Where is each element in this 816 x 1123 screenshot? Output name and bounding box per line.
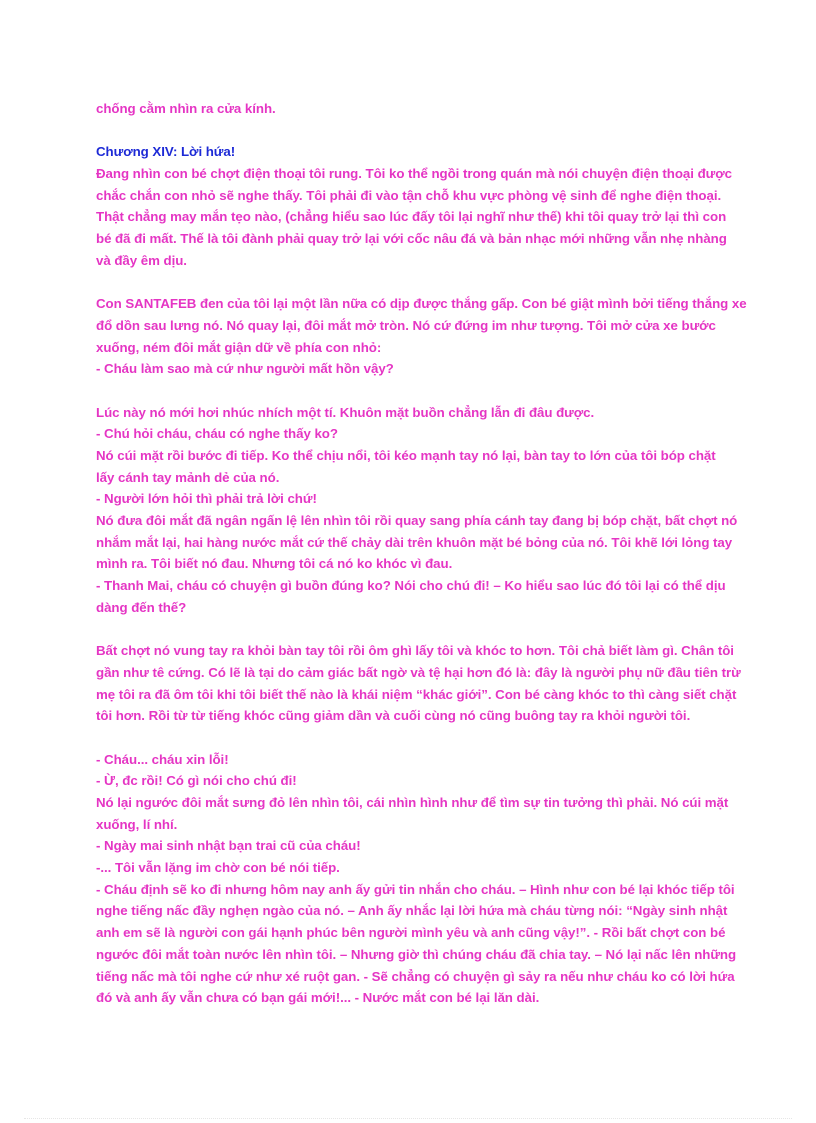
page-bottom-divider xyxy=(24,1118,792,1119)
paragraph-line: nhắm mắt lại, hai hàng nước mắt cứ thế chảy dài trên khuôn mặt bé bỏng của nó. Tôi khẽ lới lỏng tay xyxy=(96,534,733,550)
paragraph-line: dàng đến thế? xyxy=(96,599,187,615)
paragraph-line: đổ dồn sau lưng nó. Nó quay lại, đôi mắt mở tròn. Nó cứ đứng im như tượng. Tôi mở cửa xe bước xyxy=(96,317,716,333)
paragraph-line: - Cháu làm sao mà cứ như người mất hồn vậy? xyxy=(96,361,394,377)
paragraph-line: mẹ tôi ra đã ôm tôi khi tôi biết thế nào là khái niệm “khác giới”. Con bé càng khóc to thì càng siết chặt xyxy=(96,686,737,702)
chapter-heading: Chương XIV: Lời hứa! xyxy=(96,144,236,160)
paragraph-line: - Cháu định sẽ ko đi nhưng hôm nay anh ấy gửi tin nhắn cho cháu. – Hình như con bé lại khóc tiếp tôi xyxy=(96,881,735,897)
blank-line xyxy=(96,272,724,294)
paragraph-line: anh em sẽ là người con gái hạnh phúc bên người mình yêu và anh cũng vậy!”. - Rồi bất chợt con bé xyxy=(96,925,726,941)
paragraph-line: bé đã đi mất. Thế là tôi đành phải quay trở lại với cốc nâu đá và bản nhạc mới những vẫn nhẹ nhàng xyxy=(96,231,727,247)
paragraph-line: - Thanh Mai, cháu có chuyện gì buồn đúng ko? Nói cho chú đi! – Ko hiểu sao lúc đó tôi lại có thể dịu xyxy=(96,578,726,594)
paragraph-line: - Chú hỏi cháu, cháu có nghe thấy ko? xyxy=(96,426,338,442)
paragraph-line: đó và anh ấy vẫn chưa có bạn gái mới!... - Nước mắt con bé lại lăn dài. xyxy=(96,990,540,1006)
paragraph-line: - Ngày mai sinh nhật bạn trai cũ của cháu! xyxy=(96,838,361,854)
paragraph-line: tiếng nấc mà tôi nghe cứ như xé ruột gan. - Sẽ chẳng có chuyện gì sảy ra nếu như cháu ko có lời hứa xyxy=(96,968,735,984)
paragraph-line: Bất chợt nó vung tay ra khỏi bàn tay tôi rồi ôm ghì lấy tôi và khóc to hơn. Tôi chả biết làm gì. Chân tôi xyxy=(96,643,734,659)
paragraph-line: nghe tiếng nấc đầy nghẹn ngào của nó. – Anh ấy nhắc lại lời hứa mà cháu từng nói: “Ngày sinh nhật xyxy=(96,903,728,919)
paragraph-line: Lúc này nó mới hơi nhúc nhích một tí. Khuôn mặt buồn chẳng lẫn đi đâu được. xyxy=(96,404,595,420)
paragraph-line: Thật chẳng may mắn tẹo nào, (chẳng hiểu sao lúc đấy tôi lại nghĩ như thế) khi tôi quay trở lại thì con xyxy=(96,209,727,225)
paragraph-line: Nó cúi mặt rồi bước đi tiếp. Ko thể chịu nổi, tôi kéo mạnh tay nó lại, bàn tay to lớn của tôi bóp chặt xyxy=(96,448,716,463)
paragraph-line: ngước đôi mắt toàn nước lên nhìn tôi. – Nhưng giờ thì chúng cháu đã chia tay. – Nó lại nấc lên những xyxy=(96,946,737,962)
paragraph-line: gần như tê cứng. Có lẽ là tại do cảm giác bất ngờ và tệ hại hơn đó là: đây là người phụ nữ đầu tiên trừ xyxy=(96,664,741,680)
paragraph-line: Con SANTAFEB đen của tôi lại một lần nữa có dịp được thắng gấp. Con bé giật mình bởi tiếng thắng xe xyxy=(96,296,747,312)
paragraph-line: - Cháu... cháu xin lỗi! xyxy=(96,751,229,767)
paragraph-line: xuống, lí nhí. xyxy=(96,816,178,832)
paragraph-line: chắc chắn con nhỏ sẽ nghe thấy. Tôi phải đi vào tận chỗ khu vực phòng vệ sinh để nghe điện thoại. xyxy=(96,187,722,203)
paragraph-line: Nó lại ngước đôi mắt sưng đỏ lên nhìn tôi, cái nhìn hình như để tìm sự tin tưởng thì phải. Nó cúi mặt xyxy=(96,795,729,810)
paragraph-line: -... Tôi vẫn lặng im chờ con bé nói tiếp. xyxy=(96,860,340,876)
blank-line xyxy=(96,120,724,142)
paragraph-line: xuống, ném đôi mắt giận dữ về phía con nhỏ: xyxy=(96,339,382,355)
paragraph-line: - Ừ, đc rồi! Có gì nói cho chú đi! xyxy=(96,773,297,789)
paragraph-line: tôi hơn. Rồi từ từ tiếng khóc cũng giảm dần và cuối cùng nó cũng buông tay ra khỏi người tôi. xyxy=(96,708,691,724)
blank-line xyxy=(96,380,724,402)
paragraph-line: mình ra. Tôi biết nó đau. Nhưng tôi cá nó ko khóc vì đau. xyxy=(96,556,453,572)
blank-line xyxy=(96,619,724,641)
paragraph-line: và đầy êm dịu. xyxy=(96,252,187,268)
paragraph-line: Nó đưa đôi mắt đã ngân ngấn lệ lên nhìn tôi rồi quay sang phía cánh tay đang bị bóp chặt, bất chợt nó xyxy=(96,513,738,529)
document-page xyxy=(96,98,747,1009)
paragraph-line: lấy cánh tay mảnh dẻ của nó. xyxy=(96,469,280,485)
paragraph-line: Đang nhìn con bé chợt điện thoại tôi rung. Tôi ko thể ngồi trong quán mà nói chuyện điện thoại được xyxy=(96,166,732,182)
paragraph-line: chống cằm nhìn ra cửa kính. xyxy=(96,101,276,116)
blank-line xyxy=(96,727,724,749)
paragraph-line: - Người lớn hỏi thì phải trả lời chứ! xyxy=(96,491,317,507)
